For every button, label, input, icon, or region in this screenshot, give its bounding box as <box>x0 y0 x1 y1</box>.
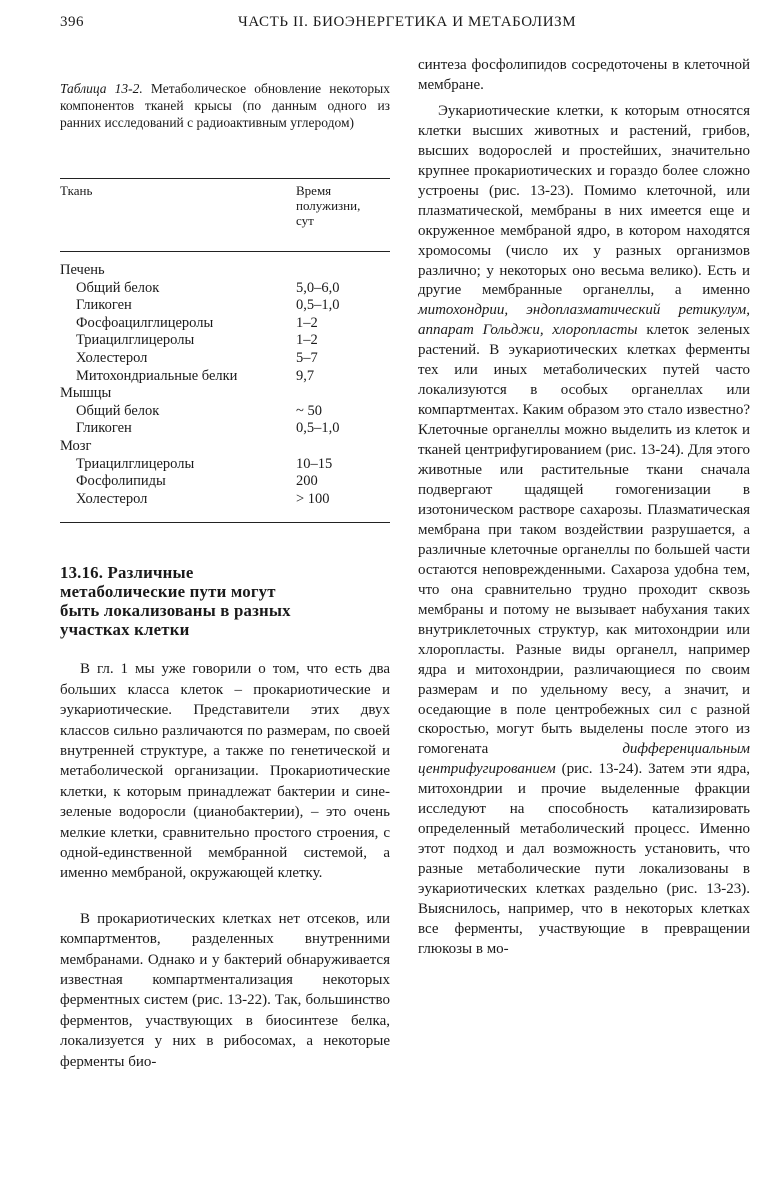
row-component: Гликоген <box>76 420 132 437</box>
table-row <box>60 491 390 509</box>
row-value: 1–2 <box>296 314 318 331</box>
table-row <box>60 297 390 315</box>
row-component: Холестерол <box>76 490 148 507</box>
organelle-terms: митохондрии, эндоплазматический ретикулум, аппарат Гольджи, хлоропласты <box>418 302 750 339</box>
row-value: 5,0–6,0 <box>296 279 340 296</box>
row-component: Общий белок <box>76 402 160 419</box>
row-value: 9,7 <box>296 367 315 384</box>
row-tissue: Мышцы <box>60 385 112 402</box>
column-header-tissue: Ткань <box>60 183 93 198</box>
table-row <box>60 420 390 438</box>
section-heading <box>60 563 390 639</box>
row-component: Гликоген <box>76 297 132 314</box>
table-row <box>60 385 390 403</box>
row-value: 0,5–1,0 <box>296 297 340 314</box>
table-row <box>60 315 390 333</box>
row-component: Митохондриальные белки <box>76 367 238 384</box>
body-paragraph: синтеза фосфолипидов сосредоточены в клеточной мембране. <box>418 57 750 93</box>
row-tissue: Мозг <box>60 437 92 454</box>
table-row <box>60 368 390 386</box>
left-column <box>60 80 390 1072</box>
right-column <box>418 56 750 960</box>
row-value: 5–7 <box>296 349 318 366</box>
row-component: Фосфолипиды <box>76 473 166 490</box>
row-component: Фосфоацилглицеролы <box>76 314 214 331</box>
row-component: Триацилглицеролы <box>76 332 195 349</box>
paragraph-text: Эукариотические клетки, к которым относятся клетки высших животных и растений, грибов, высших водорослей и простейших, значительно крупнее прокариотических и гораздо более сложно устроены (рис. 13-23). Помимо клеточной, или плазматической, мембраны в них имеется еще и окруженное мембраной ядро, в котором находятся хромосомы (число их у разных организмов различно; у некоторых оно весьма велико). Есть и другие мембранные органеллы, а именно <box>418 102 750 299</box>
page-number: 396 <box>60 14 84 30</box>
row-component: Общий белок <box>76 279 160 296</box>
table-row <box>60 456 390 474</box>
column-header-half-life: Время полужизни, сут <box>296 183 361 228</box>
body-paragraph: В прокариотических клетках нет отсеков, или компартментов, разделенных внутренними мембранами. Однако и у бактерий обнаруживается известная компартментализация некоторых ферментных систем (рис. 13-22). Так, большинство ферментов, участвующих в биосинтезе белка, локализуется у них в рибосомах, а некоторые ферменты био- <box>60 910 390 1070</box>
table-header-rule <box>60 251 390 252</box>
row-value: 0,5–1,0 <box>296 420 340 437</box>
paragraph-text: клеток зеленых растений. В эукариотических клетках ферменты тех или иных метаболических путей часто локализуются в особых органеллах или компартментах. Каким образом это стало известно? Клеточные органеллы можно выделить из клеток и тканей центрифугированием (рис. 13-24). Для этого животные или растительные ткани сначала подвергают щадящей гомогенизации в изотоническом растворе сахарозы. Плазматическая мембрана при таком воздействии разрушается, а различные клеточные органеллы по большей части остаются неповрежденными. Сахароза удобна тем, что она сравнительно трудно проходит сквозь мембраны и потому не вызывает набухания таких внутриклеточных структур, как митохондрии или хлоропласты. Разные виды органелл, например ядра и митохондрии, различающиеся по своим размерам и по удельному весу, а значит, и оседающие в поле центробежных сил с разной скоростью, могут быть выделены после этого из гомогената <box>418 322 750 758</box>
running-header <box>60 14 750 36</box>
row-value: ~ 50 <box>296 402 322 419</box>
table-row <box>60 438 390 456</box>
table-caption-label: Таблица 13-2. <box>60 81 143 96</box>
running-title: ЧАСТЬ II. БИОЭНЕРГЕТИКА И МЕТАБОЛИЗМ <box>238 14 577 30</box>
table-row <box>60 473 390 491</box>
row-component: Холестерол <box>76 349 148 366</box>
method-term: дифференциальным центрифугированием <box>418 741 750 778</box>
table-caption <box>60 80 390 152</box>
section-number: 13.16. <box>60 563 104 583</box>
table-row <box>60 350 390 368</box>
table-bottom-rule <box>60 522 390 523</box>
table-row <box>60 262 390 280</box>
row-value: 1–2 <box>296 332 318 349</box>
row-component: Триацилглицеролы <box>76 455 195 472</box>
paragraph-text: (рис. 13-24). Затем эти ядра, митохондрии и прочие выделенные фракции исследуют на способность катализировать определенный метаболический процесс. Именно этот подход и дал возможность установить, что разные метаболические пути локализованы в эукариотических клетках раздельно (рис. 13-23). Выяснилось, например, что в некоторых клетках все ферменты, участвующие в превращении глюкозы в мо- <box>418 761 750 957</box>
table-header <box>60 179 390 251</box>
table-row <box>60 403 390 421</box>
row-value: 200 <box>296 473 318 490</box>
table-row <box>60 280 390 298</box>
row-value: > 100 <box>296 490 330 507</box>
body-paragraph: В гл. 1 мы уже говорили о том, что есть два больших класса клеток – прокариотические и эукариотические. Представители этих двух классов сильно различаются по размерам, по своей внутренней структуре, а также по генетической и метаболической организации. Прокариотические клетки, к которым принадлежат бактерии и сине-зеленые водоросли (цианобактерии), – это очень мелкие клетки, сравнительно простого строения, с одной-единственной мембранной системой, а именно мембраной, окружающей клетку. <box>60 661 390 882</box>
table-caption-text: Метаболическое обновление некоторых компонентов тканей крысы (по данным одного из ранних исследований с радиоактивным углеродом) <box>60 81 390 130</box>
row-value: 10–15 <box>296 455 333 472</box>
table-row <box>60 332 390 350</box>
table-body <box>60 262 390 522</box>
row-tissue: Печень <box>60 262 105 278</box>
body-paragraph <box>418 102 750 960</box>
section-title: Различные метаболические пути могут быть локализованы в разных участках клетки <box>60 563 291 640</box>
